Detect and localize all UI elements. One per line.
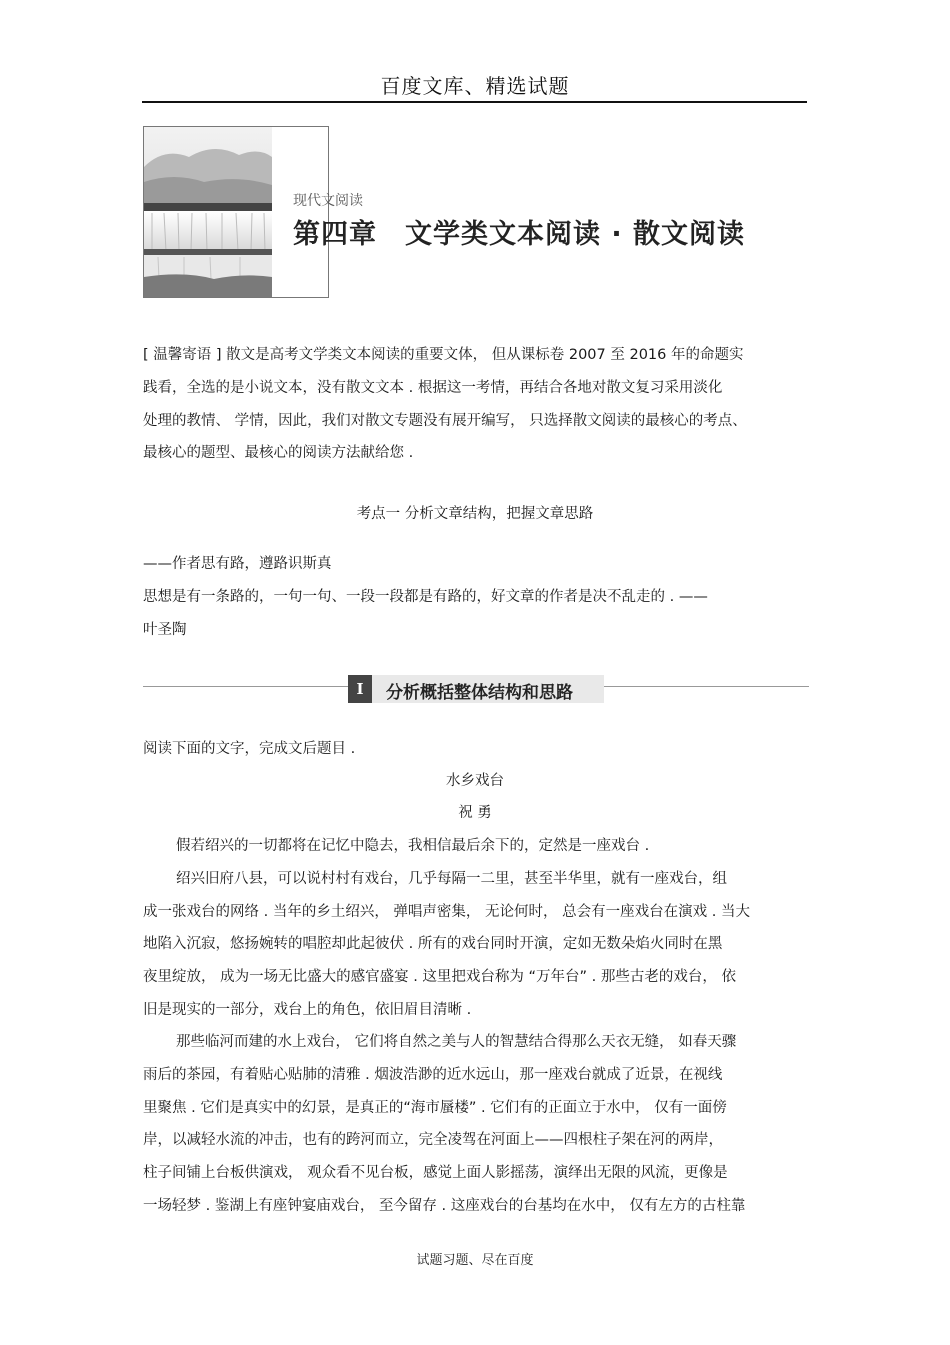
passage-line: 那些临河而建的水上戏台， 它们将自然之美与人的智慧结合得那么天衣无缝， 如春天骤 [176, 1034, 737, 1050]
banner-rule-right [604, 686, 809, 687]
intro-line: [ 温馨寄语 ] 散文是高考文学类文本阅读的重要文体， 但从课标卷 2007 至 2016 年的命题实 [143, 347, 744, 363]
passage-line: 里聚焦 . 它们是真实中的幻景，是真正的“海市蜃楼” . 它们有的正面立于水中， 仅有一面傍 [143, 1100, 727, 1116]
quote-line: 思想是有一条路的，一句一句、一段一段都是有路的，好文章的作者是决不乱走的 . —— [143, 589, 708, 605]
passage-title: 水乡戏台 [446, 773, 504, 789]
waterfall-image [144, 127, 272, 298]
passage-line: 假若绍兴的一切都将在记忆中隐去，我相信最后余下的，定然是一座戏台 . [176, 838, 650, 854]
passage-line: 绍兴旧府八县，可以说村村有戏台，几乎每隔一二里，甚至半华里，就有一座戏台，组 [176, 871, 727, 887]
passage-line: 地陷入沉寂，悠扬婉转的唱腔却此起彼伏 . 所有的戏台同时开演，定如无数朵焰火同时在黑 [143, 936, 723, 952]
passage-line: 夜里绽放， 成为一场无比盛大的感官盛宴 . 这里把戏台称为 “万年台” . 那些古老的戏台， 依 [143, 969, 737, 985]
banner-rule-left [143, 686, 348, 687]
chapter-title [293, 212, 745, 251]
passage-line: 成一张戏台的网络 . 当年的乡土绍兴， 弹唱声密集， 无论何时， 总会有一座戏台在演戏 . 当大 [143, 904, 750, 920]
page-footer: 试题习题、尽在百度 [416, 1253, 534, 1268]
passage-line: 雨后的茶园，有着贴心贴肺的清雅 . 烟波浩渺的近水远山，那一座戏台就成了近景，在视线 [143, 1067, 723, 1083]
banner-title: 分析概括整体结构和思路 [386, 683, 573, 703]
intro-line: 最核心的题型、最核心的阅读方法献给您 . [143, 445, 414, 461]
passage-author: 祝 勇 [458, 805, 492, 821]
kaodian-title: 考点一 分析文章结构，把握文章思路 [356, 506, 594, 522]
banner-number: I [348, 675, 372, 703]
intro-line: 处理的教情、 学情，因此，我们对散文专题没有展开编写， 只选择散文阅读的最核心的考点、 [143, 413, 747, 429]
chapter-number: 第四章 [293, 219, 377, 250]
passage-line: 岸，以减轻水流的冲击，也有的跨河而立，完全凌驾在河面上——四根柱子架在河的两岸， [143, 1132, 723, 1148]
header-rule [142, 101, 807, 103]
section-label: 现代文阅读 [293, 193, 363, 209]
quote-line: 叶圣陶 [143, 622, 187, 638]
passage-line: 柱子间铺上台板供演戏， 观众看不见台板，感觉上面人影摇荡，演绎出无限的风流，更像是 [143, 1165, 728, 1181]
page-header-title: 百度文库、精选试题 [380, 74, 570, 98]
passage-line: 旧是现实的一部分，戏台上的角色，依旧眉目清晰 . [143, 1002, 472, 1018]
intro-line: 践看，全选的是小说文本，没有散文文本 . 根据这一考情，再结合各地对散文复习采用淡化 [143, 380, 723, 396]
reading-instruction: 阅读下面的文字，完成文后题目 . [143, 741, 356, 757]
chapter-name: 文学类文本阅读 · 散文阅读 [405, 219, 746, 250]
kaodian-subtitle: ——作者思有路，遵路识斯真 [143, 556, 332, 572]
passage-line: 一场轻梦 . 鉴湖上有座钟宴庙戏台， 至今留存 . 这座戏台的台基均在水中， 仅有左方的古柱靠 [143, 1198, 746, 1214]
